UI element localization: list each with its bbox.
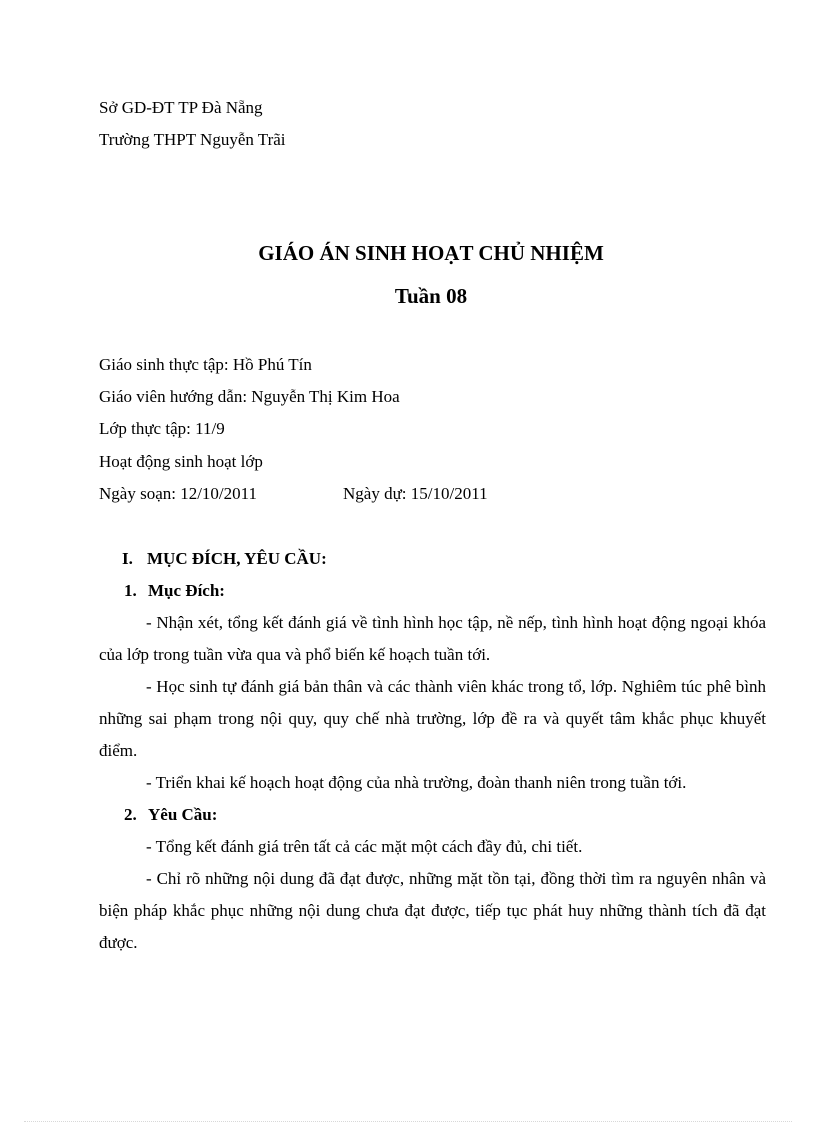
subsection-title: Yêu Cầu: — [148, 805, 218, 824]
subsection-title: Mục Đích: — [148, 581, 225, 600]
purpose-paragraph: - Triển khai kế hoạch hoạt động của nhà trường, đoàn thanh niên trong tuần tới. — [146, 773, 687, 792]
document-title: GIÁO ÁN SINH HOẠT CHỦ NHIỆM — [258, 241, 604, 265]
school-name: Trường THPT Nguyễn Trãi — [99, 130, 286, 149]
subsection-number: 2. — [124, 805, 137, 824]
subsection-heading-requirements — [124, 805, 217, 825]
subsection-heading-purpose — [124, 581, 225, 601]
department-name: Sở GD-ĐT TP Đà Nẵng — [99, 98, 263, 117]
supervisor-line: Giáo viên hướng dẫn: Nguyễn Thị Kim Hoa — [99, 387, 400, 406]
purpose-paragraph: - Học sinh tự đánh giá bản thân và các thành viên khác trong tổ, lớp. Nghiêm túc phê bình những sai phạm trong nội quy, quy chế nhà trường, lớp đề ra và quyết tâm khắc phục khuyết điểm. — [99, 677, 766, 760]
section-number: I. — [122, 549, 133, 568]
purpose-paragraph: - Nhận xét, tổng kết đánh giá về tình hình học tập, nề nếp, tình hình hoạt động ngoại khóa của lớp trong tuần vừa qua và phổ biến kế hoạch tuần tới. — [99, 613, 766, 664]
requirements-paragraph: - Chỉ rõ những nội dung đã đạt được, những mặt tồn tại, đồng thời tìm ra nguyên nhân và biện pháp khắc phục những nội dung chưa đạt được, tiếp tục phát huy những thành tích đã đạt được. — [99, 869, 766, 952]
activity-line: Hoạt động sinh hoạt lớp — [99, 452, 263, 471]
subsection-number: 1. — [124, 581, 137, 600]
prepared-date: Ngày soạn: 12/10/2011 — [99, 484, 258, 503]
page-bottom-border — [24, 1121, 792, 1122]
trainee-line: Giáo sinh thực tập: Hồ Phú Tín — [99, 355, 312, 374]
week-label: Tuần 08 — [394, 284, 468, 308]
attended-date: Ngày dự: 15/10/2011 — [343, 484, 488, 503]
section-heading-purpose-requirements — [122, 549, 327, 569]
class-line: Lớp thực tập: 11/9 — [99, 419, 225, 438]
requirements-paragraph: - Tổng kết đánh giá trên tất cả các mặt một cách đầy đủ, chi tiết. — [146, 837, 583, 856]
section-title: MỤC ĐÍCH, YÊU CẦU: — [147, 549, 327, 568]
